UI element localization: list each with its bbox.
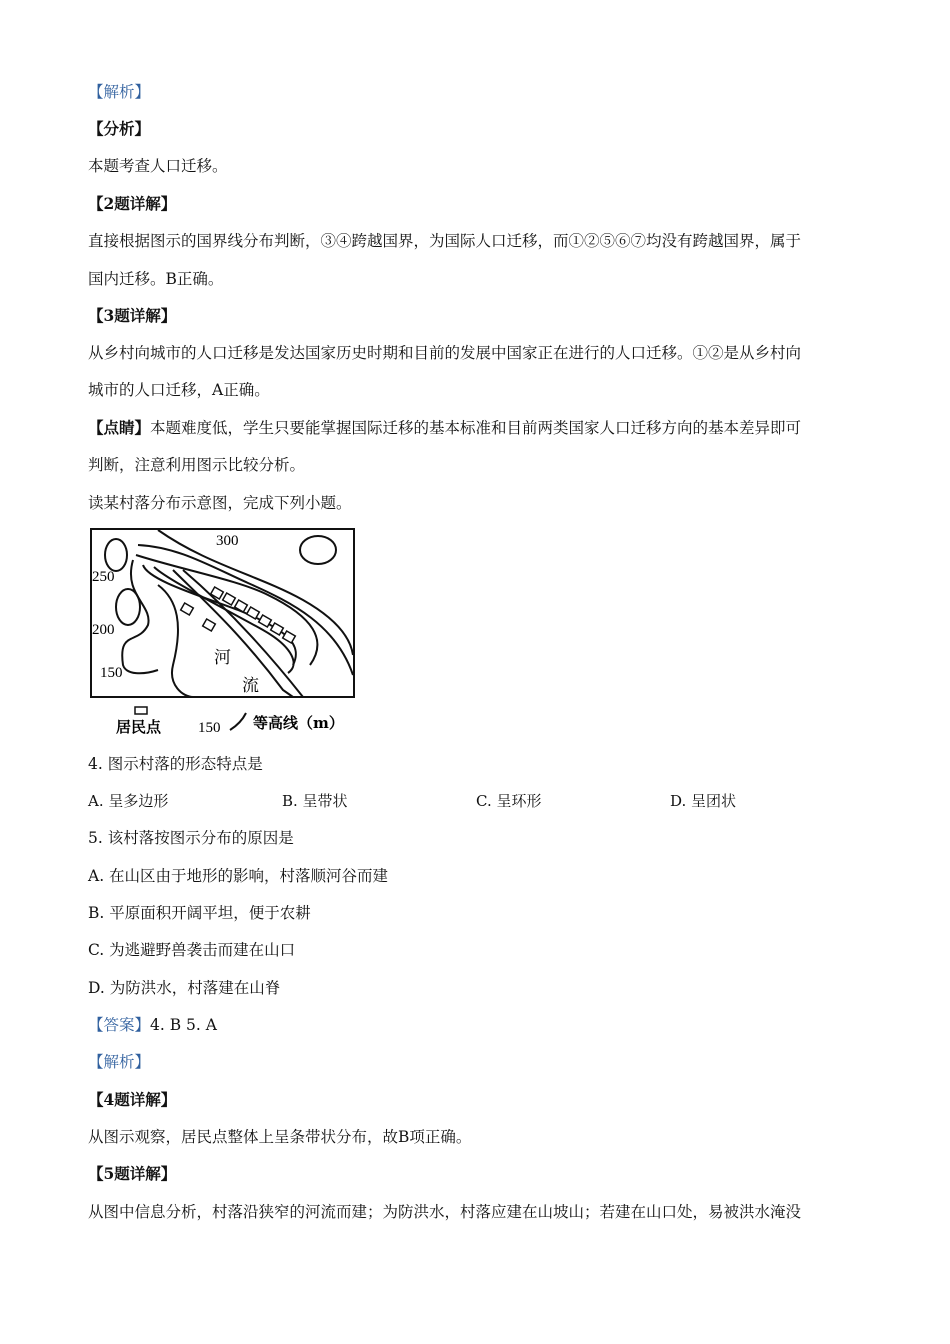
map-intro: 读某村落分布示意图，完成下列小题。 xyxy=(88,494,352,512)
q3-detail-heading: 【3题详解】 xyxy=(88,306,177,325)
q5-option-c: C. 为逃避野兽袭击而建在山口 xyxy=(88,941,296,959)
river-label-2: 流 xyxy=(242,676,259,696)
q3-detail-line2: 城市的人口迁移，A正确。 xyxy=(88,381,270,399)
contour-200-left xyxy=(122,560,158,673)
legend-settlement-icon xyxy=(135,707,147,714)
legend-contour-value: 150 xyxy=(198,720,221,736)
dianjing-text: 本题难度低，学生只要能掌握国际迁移的基本标准和目前两类国家人口迁移方向的基本差异即可 xyxy=(150,419,802,437)
legend-contour-icon xyxy=(230,713,246,730)
fenxi-text: 本题考查人口迁移。 xyxy=(88,157,228,175)
contour-300 xyxy=(158,530,353,655)
legend-settlement-label: 居民点 xyxy=(116,718,162,736)
answer-tag: 【答案】 xyxy=(88,1016,151,1034)
q4-option-c: C. 呈环形 xyxy=(476,792,542,810)
fenxi-tag: 【分析】 xyxy=(88,119,151,138)
village-map xyxy=(88,525,368,740)
hill-top-right xyxy=(300,536,336,564)
q2-detail-line1: 直接根据图示的国界线分布判断，③④跨越国界，为国际人口迁移，而①②⑤⑥⑦均没有跨越国界，属于 xyxy=(88,232,802,250)
q5-option-a: A. 在山区由于地形的影响，村落顺河谷而建 xyxy=(88,867,389,885)
dianjing-tag: 【点睛】 xyxy=(88,418,151,437)
hill-left-lower xyxy=(116,589,140,625)
answer-line xyxy=(88,1014,217,1036)
q5-option-b: B. 平原面积开阔平坦，便于农耕 xyxy=(88,904,311,922)
river-bank-left xyxy=(173,570,293,697)
dianjing-line2: 判断，注意利用图示比较分析。 xyxy=(88,456,306,474)
question-4: 4. 图示村落的形态特点是 xyxy=(88,755,263,773)
q4-option-b: B. 呈带状 xyxy=(282,792,348,810)
contour-lines xyxy=(105,530,353,697)
q2-detail-heading: 【2题详解】 xyxy=(88,194,177,213)
contour-label-300: 300 xyxy=(216,533,239,549)
q4-detail-text: 从图示观察，居民点整体上呈条带状分布，故B项正确。 xyxy=(88,1128,472,1146)
q3-detail-line1: 从乡村向城市的人口迁移是发达国家历史时期和目前的发展中国家正在进行的人口迁移。①②是从乡村向 xyxy=(88,344,802,362)
contour-label-150: 150 xyxy=(100,665,123,681)
q2-detail-line2: 国内迁移。B正确。 xyxy=(88,270,224,288)
q4-option-d: D. 呈团状 xyxy=(670,792,737,810)
analysis-tag-2: 【解析】 xyxy=(88,1053,151,1071)
river-label-1: 河 xyxy=(214,648,231,668)
contour-label-200: 200 xyxy=(92,622,115,638)
contour-150-left xyxy=(158,585,193,697)
q5-detail-text: 从图中信息分析，村落沿狭窄的河流而建；为防洪水，村落应建在山坡山；若建在山口处，易被洪水淹没 xyxy=(88,1203,802,1221)
question-5: 5. 该村落按图示分布的原因是 xyxy=(88,829,294,847)
q4-detail-heading: 【4题详解】 xyxy=(88,1090,177,1109)
q5-detail-heading: 【5题详解】 xyxy=(88,1164,177,1183)
q4-option-a: A. 呈多边形 xyxy=(88,792,169,810)
hill-top-left xyxy=(105,539,127,571)
contour-label-250: 250 xyxy=(92,569,115,585)
legend-contour-label: 等高线（m） xyxy=(253,714,344,732)
q5-option-d: D. 为防洪水，村落建在山脊 xyxy=(88,979,281,997)
answer-text: 4. B 5. A xyxy=(150,1016,217,1034)
analysis-tag: 【解析】 xyxy=(88,83,151,101)
dianjing-line1 xyxy=(88,417,801,439)
